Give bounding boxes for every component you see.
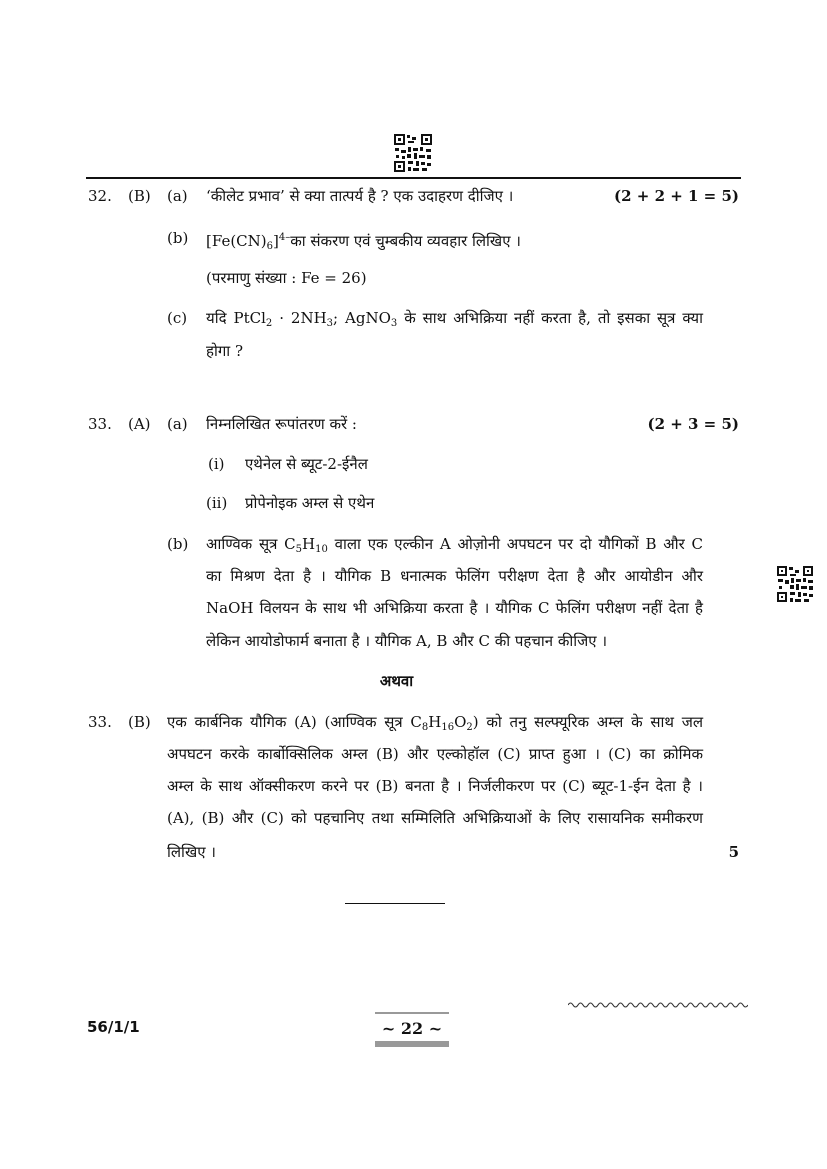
part-label: (b) [167, 229, 189, 247]
formula-subscript: 5 [295, 544, 303, 555]
question-text: लिखिए । [167, 843, 216, 861]
formula-subscript: 2 [265, 318, 273, 329]
subpart-text: एथेनेल से ब्यूट-2-ईनैल [245, 455, 368, 473]
formula-subscript: 3 [390, 318, 398, 329]
question-text: अम्ल के साथ ऑक्सीकरण करने पर (B) बनता है । निर्जलीकरण पर (C) ब्यूट-1-ईन देता है । [167, 777, 703, 795]
marks-allocation: (2 + 3 = 5) [647, 415, 739, 433]
question-number: 33. [88, 713, 112, 731]
formula: ] [273, 232, 279, 250]
subpart-label: (ii) [206, 494, 228, 512]
text-part: H [428, 713, 442, 731]
subpart-label: (i) [208, 455, 225, 473]
formula-superscript: 4– [278, 232, 291, 243]
text-part: के साथ अभिक्रिया नहीं करता है, तो इसका सूत्र क्या [397, 309, 703, 327]
text-part: वाला एक एल्कीन A ओज़ोनी अपघटन पर दो यौगिकों B और C [327, 535, 703, 553]
qr-code-side-icon [776, 565, 814, 603]
question-text: होगा ? [206, 342, 243, 360]
part-label: (a) [167, 187, 188, 205]
or-separator: अथवा [379, 672, 414, 690]
text-part: O [454, 713, 467, 731]
question-text: (A), (B) और (C) को पहचानिए तथा सम्मिलिति अभिक्रियाओं के लिए रासायनिक समीकरण [167, 809, 703, 827]
part-label: (b) [167, 535, 189, 553]
formula-subscript: 3 [326, 318, 334, 329]
text-part: यदि PtCl [206, 309, 266, 327]
qr-code-top-icon [393, 133, 433, 173]
question-text: अपघटन करके कार्बोक्सिलिक अम्ल (B) और एल्कोहॉल (C) प्राप्त हुआ । (C) का क्रोमिक [167, 745, 703, 763]
text-part: आण्विक सूत्र C [206, 535, 296, 553]
text-part: ; AgNO [333, 309, 391, 327]
question-text [206, 228, 521, 257]
header-rule [86, 177, 741, 179]
question-text: का मिश्रण देता है । यौगिक B धनात्मक फेलिंग परीक्षण देता है और आयोडीन और [206, 567, 703, 585]
question-text [206, 307, 703, 335]
question-option: (B) [128, 187, 151, 205]
page-number-bar-bottom [375, 1041, 449, 1047]
marks-allocation: 5 [728, 843, 739, 861]
atomic-number-note: (परमाणु संख्या : Fe = 26) [206, 269, 367, 287]
text-part: ) को तनु सल्फ्यूरिक अम्ल के साथ जल [472, 713, 704, 731]
formula-subscript: 6 [266, 241, 273, 252]
question-text-part: का संकरण एवं चुम्बकीय व्यवहार लिखिए । [290, 232, 521, 250]
formula-subscript: 8 [421, 722, 429, 733]
paper-code: 56/1/1 [87, 1018, 140, 1036]
text-part: · 2NH [272, 309, 327, 327]
question-number: 33. [88, 415, 112, 433]
question-text: ‘कीलेट प्रभाव’ से क्या तात्पर्य है ? एक उदाहरण दीजिए । [206, 187, 514, 205]
formula-subscript: 16 [441, 722, 455, 733]
marks-allocation: (2 + 2 + 1 = 5) [614, 187, 739, 205]
question-text [167, 711, 703, 739]
part-label: (c) [167, 309, 188, 327]
formula: [Fe(CN) [206, 232, 267, 250]
wavy-line-icon [568, 996, 748, 1014]
question-text: निम्नलिखित रूपांतरण करें : [206, 415, 357, 433]
question-option: (A) [128, 415, 151, 433]
page-number-bar-top [375, 1012, 449, 1014]
question-text: NaOH विलयन के साथ भी अभिक्रिया करता है । यौगिक C फेलिंग परीक्षण नहीं देता है [206, 599, 703, 617]
question-option: (B) [128, 713, 151, 731]
question-number: 32. [88, 187, 112, 205]
text-part: एक कार्बनिक यौगिक (A) (आण्विक सूत्र C [167, 713, 422, 731]
text-part: H [302, 535, 316, 553]
formula-subscript: 10 [315, 544, 328, 555]
page-number: ~ 22 ~ [381, 1019, 443, 1038]
formula-subscript: 2 [466, 722, 473, 733]
question-text: लेकिन आयोडोफार्म बनाता है । यौगिक A, B और C की पहचान कीजिए । [206, 632, 608, 650]
subpart-text: प्रोपेनोइक अम्ल से एथेन [245, 494, 375, 512]
question-text [206, 533, 703, 561]
part-label: (a) [167, 415, 188, 433]
end-of-paper-rule [345, 903, 445, 904]
